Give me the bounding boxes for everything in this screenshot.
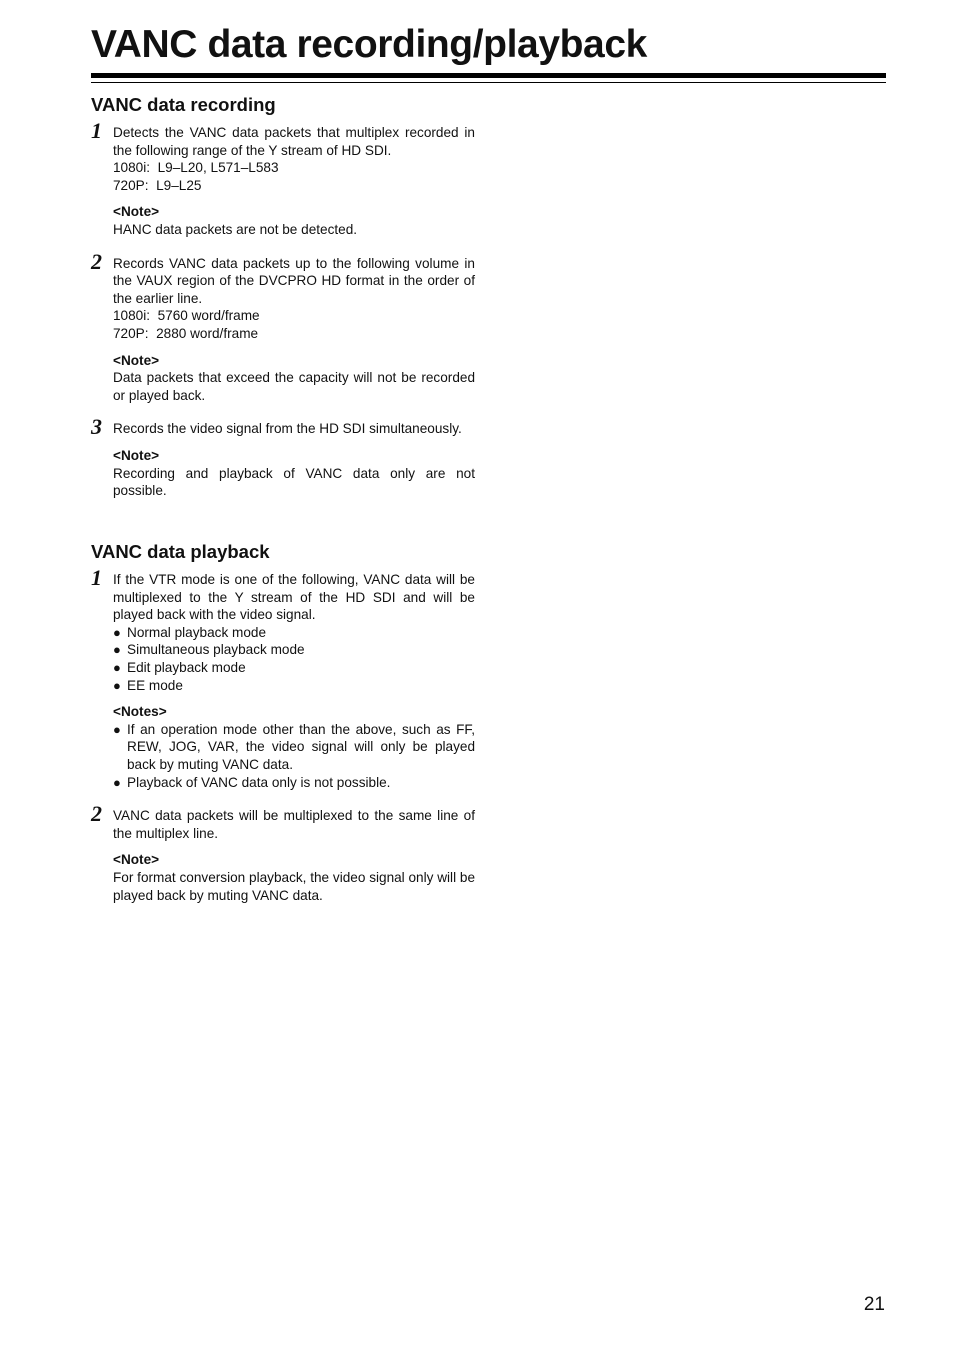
bullet-icon: ● <box>113 642 121 658</box>
recording-heading: VANC data recording <box>91 94 276 115</box>
volume-1080i: 1080i: 5760 word/frame <box>113 308 260 324</box>
notes-block <box>113 703 475 791</box>
note-block <box>113 203 475 238</box>
playback-step-2 <box>91 801 475 904</box>
line-range-1080i: 1080i: L9–L20, L571–L583 <box>113 160 279 176</box>
page-title: VANC data recording/playback <box>91 23 647 66</box>
step-text: Records the video signal from the HD SDI simultaneously. <box>113 421 462 437</box>
step-number: 1 <box>91 565 102 590</box>
line-range-720p: 720P: L9–L25 <box>113 177 202 193</box>
note-block <box>113 447 475 500</box>
list-item: ● Edit playback mode <box>113 659 246 675</box>
list-item: ● Playback of VANC data only is not possible. <box>113 774 391 790</box>
list-item: ● EE mode <box>113 677 183 693</box>
bullet-icon: ● <box>113 721 121 737</box>
step-text: If the VTR mode is one of the following, VANC data will be multiplexed to the Y stream of the HD SDI and will be played back with the video signal. <box>113 572 475 623</box>
note-block <box>113 352 475 405</box>
step-number: 2 <box>91 248 102 274</box>
bullet-icon: ● <box>113 774 121 790</box>
list-item: ● Normal playback mode <box>113 624 267 640</box>
note-heading: <Note> <box>113 447 160 463</box>
recording-step-2 <box>91 248 475 405</box>
title-rule-thin <box>91 82 886 83</box>
note-text: Data packets that exceed the capacity will not be recorded or played back. <box>113 370 475 403</box>
recording-step-1 <box>91 118 475 239</box>
playback-heading: VANC data playback <box>91 541 270 562</box>
note-heading: <Note> <box>113 852 160 868</box>
note-heading: <Note> <box>113 204 160 220</box>
step-text: Detects the VANC data packets that multiplex recorded in the following range of the Y stream of HD SDI. <box>113 125 475 158</box>
notes-heading: <Notes> <box>113 704 167 720</box>
note-text: For format conversion playback, the video signal only will be played back by muting VANC data. <box>113 869 475 903</box>
playback-section <box>91 540 475 920</box>
note-text: Recording and playback of VANC data only are not possible. <box>113 465 475 499</box>
list-item: ● Simultaneous playback mode <box>113 642 305 658</box>
volume-720p: 720P: 2880 word/frame <box>113 325 259 341</box>
recording-section <box>91 93 475 516</box>
step-text: VANC data packets will be multiplexed to the same line of the multiplex line. <box>113 808 475 841</box>
bullet-icon: ● <box>113 677 121 693</box>
note-text: HANC data packets are not be detected. <box>113 221 358 237</box>
recording-step-3 <box>91 414 475 499</box>
step-number: 3 <box>91 414 102 440</box>
step-text: Records VANC data packets up to the following volume in the VAUX region of the DVCPRO HD format in the order of the earlier line. <box>113 255 475 306</box>
notes-list <box>113 721 475 791</box>
page-number: 21 <box>863 1294 885 1315</box>
note-block <box>113 851 475 904</box>
step-number: 2 <box>91 801 102 827</box>
step-number: 1 <box>91 118 102 143</box>
note-heading: <Note> <box>113 352 160 368</box>
title-rule-thick <box>91 73 886 78</box>
list-item: ● If an operation mode other than the above, such as FF, REW, JOG, VAR, the video signal will only be played back by muting VANC data. <box>113 721 475 772</box>
bullet-icon: ● <box>113 659 121 675</box>
playback-step-1 <box>91 565 475 791</box>
bullet-icon: ● <box>113 624 121 640</box>
vtr-mode-list <box>113 624 475 694</box>
